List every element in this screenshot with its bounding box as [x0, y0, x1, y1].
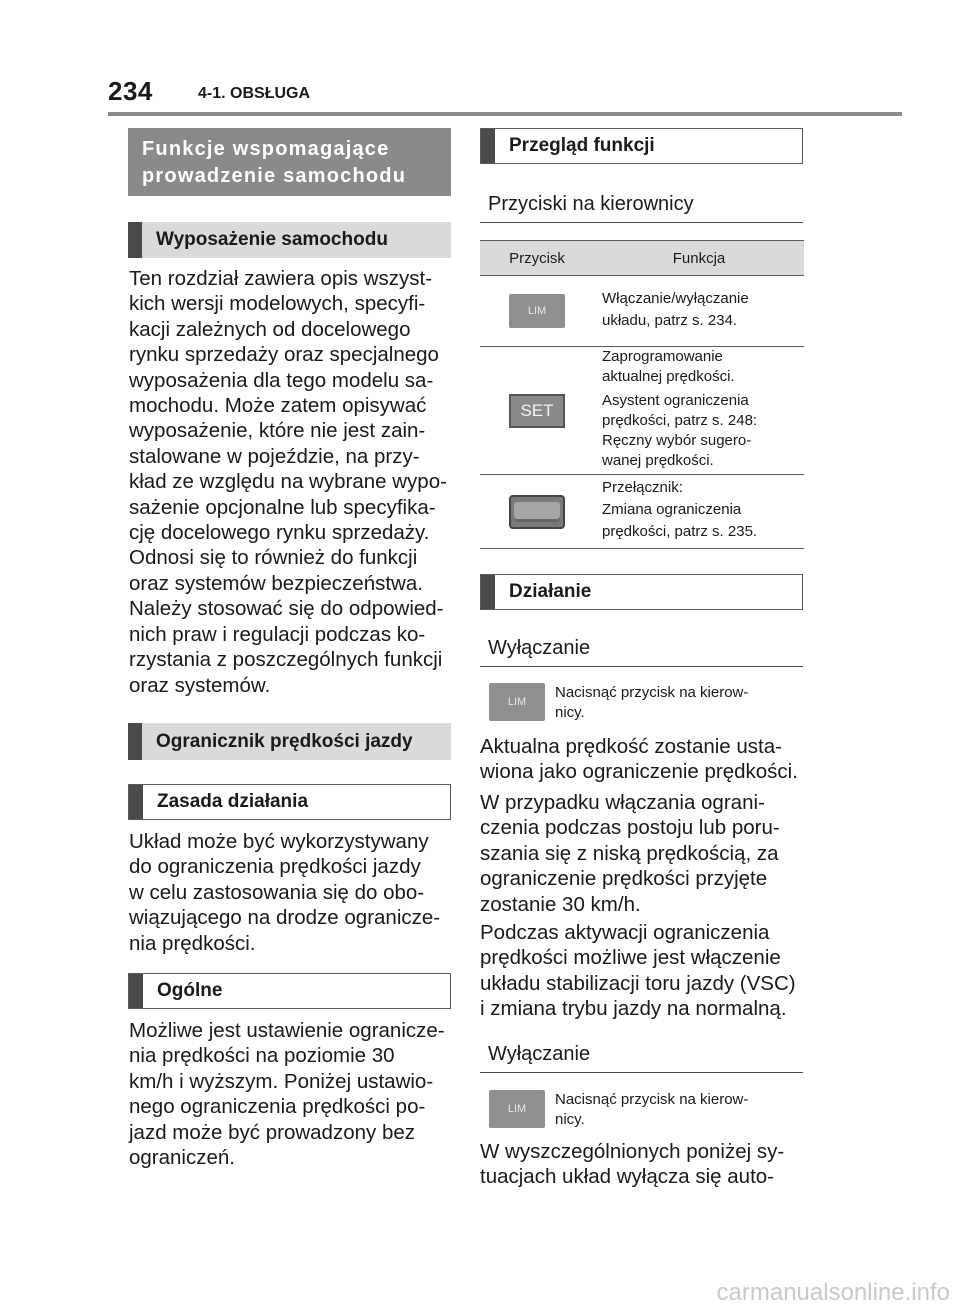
speed-limiter-heading: [128, 723, 451, 760]
text-line: oraz systemów bezpieczeństwa.: [129, 571, 423, 595]
rocker-switch-icon: [509, 495, 565, 529]
text-line: nich praw i regulacji podczas ko-: [129, 622, 426, 646]
text-line: W wyszczególnionych poniżej sy-: [480, 1140, 785, 1163]
general-paragraph: [129, 1018, 451, 1170]
instruction-line: Nacisnąć przycisk na kierow-: [555, 1091, 749, 1108]
main-section-title: [128, 128, 451, 196]
text-line: kacji zależnych od docelowego: [129, 317, 411, 341]
text-line: ograniczeń.: [129, 1146, 235, 1170]
text-line: Układ może być wykorzystywany: [129, 830, 429, 853]
text-line: i zmiana trybu jazdy na normalną.: [480, 997, 787, 1021]
press-instruction-1: [489, 683, 803, 723]
col-button-header: Przycisk: [509, 249, 565, 267]
function-table: [480, 240, 804, 549]
switch-off-heading-2: [480, 1043, 803, 1073]
text-line: nego ograniczenia prędkości po-: [129, 1095, 426, 1119]
text-line: tuacjach układ wyłącza się auto-: [480, 1165, 774, 1189]
lim-button-icon: LIM: [489, 1090, 545, 1128]
main-title-line-2: prowadzenie samochodu: [142, 165, 407, 187]
chapter-title: 4-1. OBSŁUGA: [198, 85, 311, 102]
text-line: prędkości możliwe jest włączenie: [480, 946, 781, 970]
activation-paragraph-1: [480, 734, 803, 785]
text-line: wiona jako ograniczenie prędkości.: [480, 760, 798, 784]
set-button-icon: SET: [509, 394, 565, 428]
text-line: układu stabilizacji toru jazdy (VSC): [480, 971, 796, 995]
main-title-line-1: Funkcje wspomagające: [142, 138, 390, 160]
instruction-line: nicy.: [555, 1111, 585, 1128]
watermark: carmanualsonline.info: [716, 1279, 950, 1306]
text-line: jazd może być prowadzony bez: [129, 1120, 416, 1144]
page-number: 234: [108, 76, 153, 106]
function-line: Asystent ograniczenia: [602, 392, 749, 409]
general-heading: [128, 973, 451, 1009]
text-line: rynku sprzedaży oraz specjalnego: [129, 343, 439, 367]
speed-limiter-heading-label: Ogranicznik prędkości jazdy: [156, 730, 413, 752]
function-line: Włączanie/wyłączanie: [602, 290, 749, 307]
table-row: [480, 276, 804, 347]
text-line: Możliwe jest ustawienie ogranicze-: [129, 1019, 445, 1042]
function-line: Zmiana ograniczenia: [602, 501, 742, 518]
activation-paragraph-2: [480, 790, 803, 917]
text-line: do ograniczenia prędkości jazdy: [129, 855, 421, 879]
switch-off-heading-2-label: Wyłączanie: [488, 1043, 591, 1065]
table-row: [480, 347, 804, 475]
text-line: czenia podczas postoju lub poru-: [480, 816, 780, 840]
text-line: stalowane w pojeździe, na przy-: [129, 444, 420, 468]
principle-heading: [128, 784, 451, 820]
text-line: wiązującego na drodze ogranicze-: [129, 906, 441, 930]
switch-off-heading-1: [480, 637, 803, 667]
function-line: wanej prędkości.: [602, 452, 714, 469]
function-line: Przełącznik:: [602, 479, 683, 496]
table-row: [480, 475, 804, 549]
operation-heading-label: Działanie: [509, 581, 592, 602]
text-line: wyposażenia dla tego modelu sa-: [129, 368, 434, 392]
text-line: nia prędkości na poziomie 30: [129, 1044, 395, 1068]
text-line: cję docelowego rynku sprzedaży.: [129, 521, 430, 545]
text-line: w celu zastosowania się do obo-: [129, 880, 425, 904]
function-line: Zaprogramowanie: [602, 348, 723, 365]
lim-button-icon: LIM: [489, 683, 545, 721]
equipment-heading: [128, 222, 451, 258]
function-line: Ręczny wybór sugero-: [602, 432, 752, 449]
text-line: Odnosi się to również do funkcji: [129, 546, 418, 570]
text-line: Aktualna prędkość zostanie usta-: [480, 735, 782, 758]
col-function-header: Funkcja: [672, 249, 726, 267]
instruction-line: Nacisnąć przycisk na kierow-: [555, 684, 749, 701]
function-line: prędkości, patrz s. 248:: [602, 412, 758, 429]
overview-heading: [480, 128, 803, 164]
function-line: układu, patrz s. 234.: [602, 312, 738, 329]
press-instruction-2: [489, 1090, 803, 1130]
text-line: zostanie 30 km/h.: [480, 892, 641, 916]
text-line: km/h i wyższym. Poniżej ustawio-: [129, 1069, 434, 1093]
wheel-buttons-heading-label: Przyciski na kierownicy: [488, 193, 694, 215]
text-line: ograniczenie prędkości przyjęte: [480, 867, 768, 891]
text-line: kład ze względu na wybrane wypo-: [129, 470, 447, 494]
table-header: [480, 240, 804, 276]
text-line: wyposażenie, które nie jest zain-: [129, 419, 426, 443]
general-heading-label: Ogólne: [157, 980, 223, 1001]
principle-paragraph: [129, 829, 451, 956]
equipment-heading-label: Wyposażenie samochodu: [156, 229, 388, 250]
header-rule: [108, 112, 902, 116]
text-line: mochodu. Może zatem opisywać: [129, 394, 427, 418]
text-line: W przypadku włączania ograni-: [480, 791, 765, 814]
text-line: sażenie opcjonalne lub specyfika-: [129, 495, 436, 519]
text-line: Należy stosować się do odpowied-: [129, 597, 444, 621]
wheel-buttons-heading: [480, 193, 803, 223]
activation-paragraph-3: [480, 920, 803, 1022]
text-line: oraz systemów.: [129, 673, 271, 697]
operation-heading: [480, 574, 803, 610]
text-line: szania się z niską prędkością, za: [480, 841, 779, 865]
instruction-line: nicy.: [555, 704, 585, 721]
text-line: Ten rozdział zawiera opis wszyst-: [129, 267, 433, 290]
text-line: nia prędkości.: [129, 931, 256, 955]
text-line: Podczas aktywacji ograniczenia: [480, 921, 770, 944]
text-line: rzystania z poszczególnych funkcji: [129, 648, 443, 672]
function-line: aktualnej prędkości.: [602, 368, 735, 385]
auto-off-paragraph: [480, 1139, 803, 1190]
switch-off-heading-1-label: Wyłączanie: [488, 637, 591, 659]
overview-heading-label: Przegląd funkcji: [509, 135, 655, 156]
equipment-paragraph: [129, 266, 451, 698]
principle-heading-label: Zasada działania: [157, 791, 309, 812]
text-line: kich wersji modelowych, specyfi-: [129, 292, 426, 316]
function-line: prędkości, patrz s. 235.: [602, 523, 758, 540]
lim-button-icon: LIM: [509, 294, 565, 328]
